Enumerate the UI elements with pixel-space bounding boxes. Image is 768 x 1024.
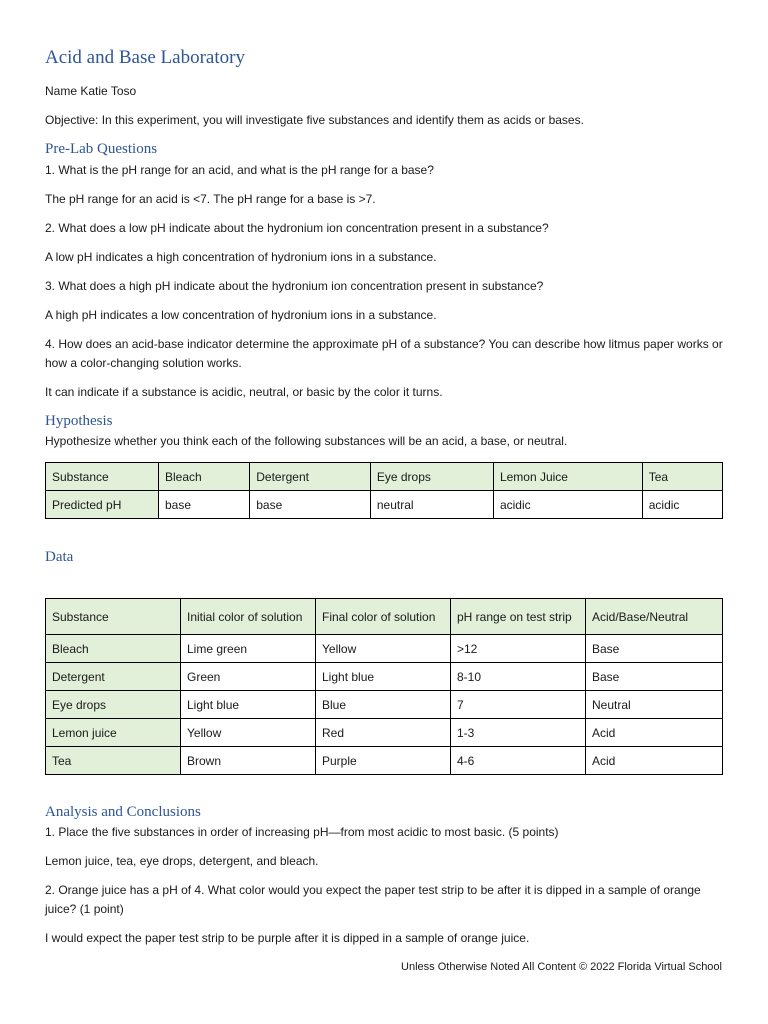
- prelab-answer-4: It can indicate if a substance is acidic, neutral, or basic by the color it turns.: [45, 385, 443, 399]
- table-cell: base: [250, 491, 371, 519]
- data-heading: Data: [45, 549, 74, 565]
- table-cell: Purple: [316, 747, 451, 775]
- hypothesis-heading: Hypothesis: [45, 413, 113, 429]
- table-cell: Bleach: [46, 635, 181, 663]
- prelab-question-4: 4. How does an acid-base indicator determine the approximate pH of a substance? You can describe how litmus paper works or how a color-changing solution works.: [45, 337, 723, 370]
- prelab-question-1: 1. What is the pH range for an acid, and what is the pH range for a base?: [45, 163, 434, 177]
- analysis-answer-2: I would expect the paper test strip to be purple after it is dipped in a sample of orange juice.: [45, 931, 530, 945]
- table-cell: Yellow: [316, 635, 451, 663]
- table-cell: Eye drops: [46, 691, 181, 719]
- table-cell: Bleach: [159, 463, 250, 491]
- footer-copyright: Unless Otherwise Noted All Content © 2022 Florida Virtual School: [401, 961, 722, 973]
- table-header-cell: pH range on test strip: [451, 599, 586, 635]
- table-header-cell: Final color of solution: [316, 599, 451, 635]
- table-cell: 7: [451, 691, 586, 719]
- table-cell: Base: [586, 663, 723, 691]
- data-table: [45, 598, 723, 775]
- table-cell: Brown: [181, 747, 316, 775]
- prelab-answer-2: A low pH indicates a high concentration of hydronium ions in a substance.: [45, 250, 437, 264]
- table-row: [46, 463, 723, 491]
- table-row: [46, 747, 723, 775]
- table-cell: Predicted pH: [46, 491, 159, 519]
- prelab-heading: Pre-Lab Questions: [45, 141, 158, 157]
- table-cell: Yellow: [181, 719, 316, 747]
- table-cell: >12: [451, 635, 586, 663]
- objective-text: Objective: In this experiment, you will investigate five substances and identify them as acids or bases.: [45, 113, 584, 127]
- table-cell: Blue: [316, 691, 451, 719]
- table-cell: 4-6: [451, 747, 586, 775]
- table-row: [46, 491, 723, 519]
- table-cell: Eye drops: [370, 463, 493, 491]
- table-cell: Detergent: [46, 663, 181, 691]
- table-cell: Green: [181, 663, 316, 691]
- student-name: Name Katie Toso: [45, 84, 137, 98]
- hypothesis-intro: Hypothesize whether you think each of the following substances will be an acid, a base, or neutral.: [45, 434, 568, 448]
- table-cell: acidic: [642, 491, 722, 519]
- table-header-cell: Initial color of solution: [181, 599, 316, 635]
- table-cell: acidic: [493, 491, 642, 519]
- table-cell: Acid: [586, 747, 723, 775]
- table-row: [46, 635, 723, 663]
- table-row: [46, 691, 723, 719]
- table-header-cell: Substance: [46, 599, 181, 635]
- page-title: Acid and Base Laboratory: [45, 47, 245, 68]
- analysis-heading: Analysis and Conclusions: [45, 804, 201, 820]
- analysis-answer-1: Lemon juice, tea, eye drops, detergent, and bleach.: [45, 854, 319, 868]
- table-cell: base: [159, 491, 250, 519]
- table-row: [46, 599, 723, 635]
- table-cell: Substance: [46, 463, 159, 491]
- prelab-answer-1: The pH range for an acid is <7. The pH range for a base is >7.: [45, 192, 376, 206]
- table-cell: Lime green: [181, 635, 316, 663]
- table-cell: Tea: [46, 747, 181, 775]
- table-cell: 1-3: [451, 719, 586, 747]
- table-header-cell: Acid/Base/Neutral: [586, 599, 723, 635]
- table-cell: Red: [316, 719, 451, 747]
- table-cell: Base: [586, 635, 723, 663]
- table-row: [46, 719, 723, 747]
- table-cell: neutral: [370, 491, 493, 519]
- hypothesis-table: [45, 462, 723, 519]
- prelab-question-3: 3. What does a high pH indicate about the hydronium ion concentration present in substance?: [45, 279, 544, 293]
- table-cell: Lemon Juice: [493, 463, 642, 491]
- table-row: [46, 663, 723, 691]
- prelab-question-2: 2. What does a low pH indicate about the hydronium ion concentration present in a substance?: [45, 221, 549, 235]
- table-cell: Tea: [642, 463, 722, 491]
- prelab-answer-3: A high pH indicates a low concentration of hydronium ions in a substance.: [45, 308, 437, 322]
- table-cell: Light blue: [181, 691, 316, 719]
- table-cell: Acid: [586, 719, 723, 747]
- table-cell: Detergent: [250, 463, 371, 491]
- analysis-question-2: 2. Orange juice has a pH of 4. What color would you expect the paper test strip to be after it is dipped in a sample of orange juice? (1 point): [45, 883, 701, 916]
- table-cell: Neutral: [586, 691, 723, 719]
- table-cell: Lemon juice: [46, 719, 181, 747]
- table-cell: Light blue: [316, 663, 451, 691]
- table-cell: 8-10: [451, 663, 586, 691]
- analysis-question-1: 1. Place the five substances in order of increasing pH—from most acidic to most basic. (5 points): [45, 825, 559, 839]
